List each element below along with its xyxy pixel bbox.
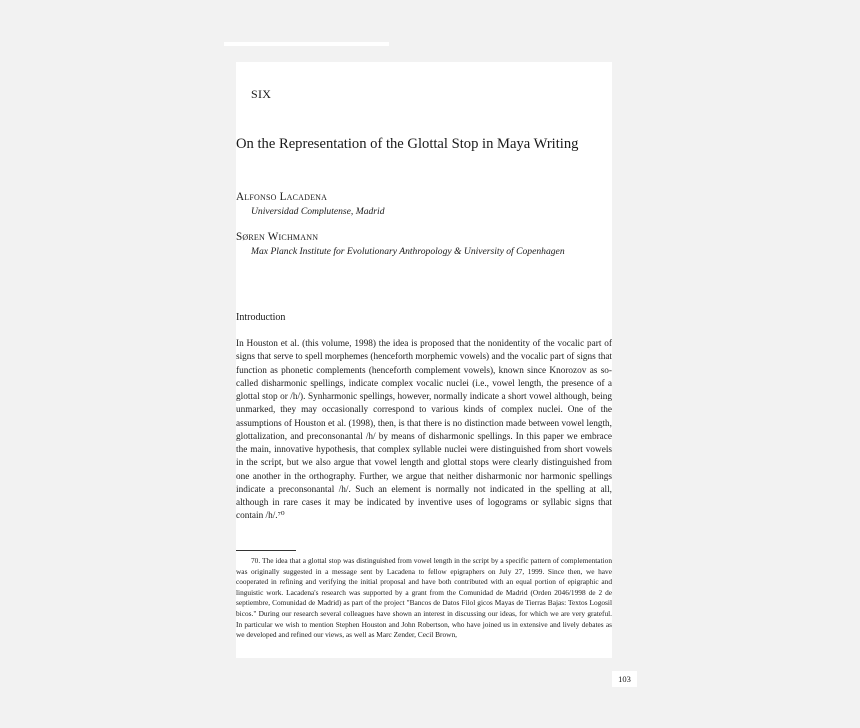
- footnote-rule: [236, 550, 296, 551]
- author-affiliation: Universidad Complutense, Madrid: [251, 206, 385, 217]
- author-name: Alfonso Lacadena: [236, 191, 328, 203]
- author-name: Søren Wichmann: [236, 231, 319, 243]
- top-bar: [224, 42, 389, 46]
- section-heading: Introduction: [236, 312, 286, 323]
- page-number: 103: [612, 671, 637, 687]
- chapter-title: On the Representation of the Glottal Stop in Maya Writing: [236, 136, 579, 152]
- body-paragraph: In Houston et al. (this volume, 1998) the idea is proposed that the nonidentity of the vocalic part of signs that serve to spell morphemes (henceforth morphemic vowels) and the vocalic part of signs that function as phonetic complements (henceforth complement vowels), known since Knorozov as so-called disharmonic spellings, indicate complex vocalic nuclei (i.e., vowel length, the presence of a glottal stop or /h/). Synharmonic spellings, however, normally indicate a short vowel although, being unmarked, they may occasionally correspond to various kinds of complex nuclei. One of the assumptions of Houston et al. (1998), then, is that there is no distinction made between vowel length, glottalization, and preconsonantal /h/ by means of disharmonic spellings. In this paper we embrace the main, innovative hypothesis, that complex syllable nuclei were distinguished from short vowels in the script, but we also argue that vowel length and glottal stops were clearly distinguished from one another in the orthography. Further, we argue that neither disharmonic nor harmonic spellings indicate a preconsonantal /h/. Such an element is normally not indicated in the spelling at all, although in rare cases it may be indicated by inventive uses of logograms or syllabic signs that contain /h/.⁷⁰: [236, 339, 612, 522]
- chapter-number: SIX: [251, 87, 272, 101]
- author-affiliation: Max Planck Institute for Evolutionary Anthropology & University of Copenhagen: [251, 246, 565, 257]
- document-page: [236, 62, 612, 658]
- footnote: 70. The idea that a glottal stop was distinguished from vowel length in the script by a specific pattern of complementation was originally suggested in a message sent by Lacadena to fellow epigraphers on July 27, 1999. Since then, we have cooperated in refining and verifying the initial proposal and have both contributed with an equal portion of epigraphic and linguistic work. Lacadena's research was supported by a grant from the Comunidad de Madrid (Orden 2046/1998 de 2 de septiembre, Comunidad de Madrid) as part of the project "Bancos de Datos Filol gicos Mayas de Tierras Bajas: Textos Logosil bicos." During our research several colleagues have shown an interest in discussing our ideas, for which we are very grateful. In particular we wish to mention Stephen Houston and John Robertson, who have joined us in extensive and lively debates as we developed and refined our views, as well as Marc Zender, Cecil Brown,: [236, 556, 612, 640]
